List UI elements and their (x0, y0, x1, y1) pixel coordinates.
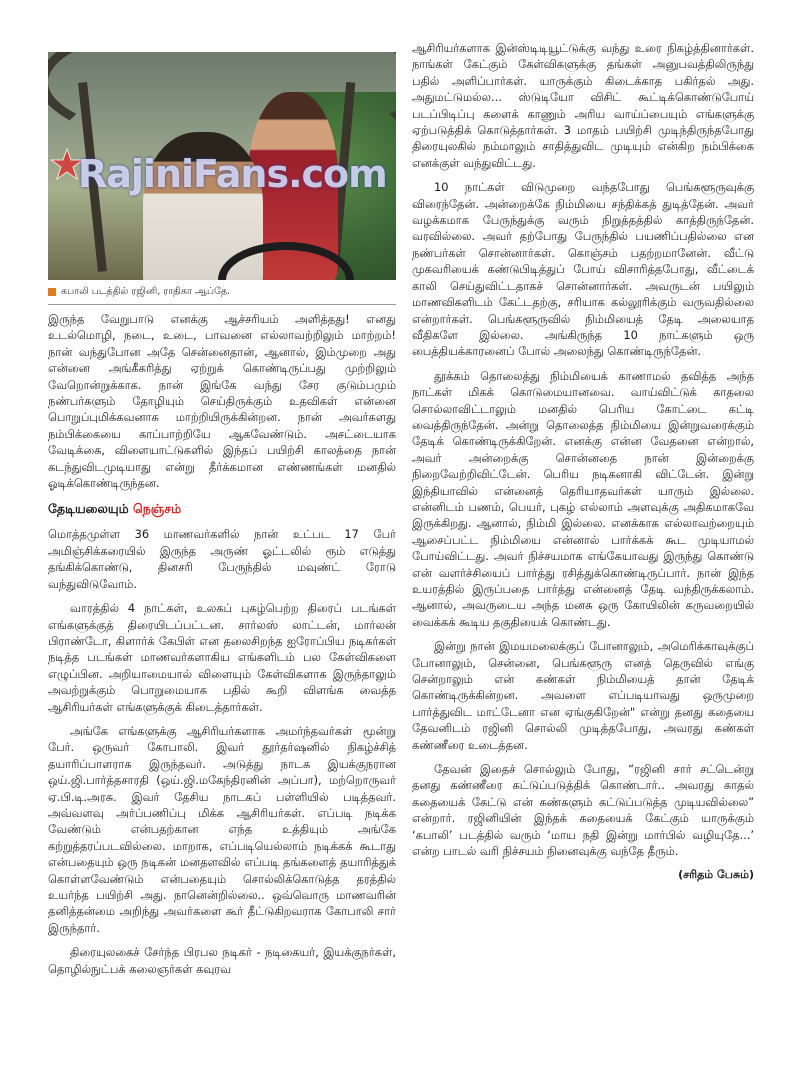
paragraph: ஆசிரியர்களாக இன்ஸ்டிடியூட்டுக்கு வந்து உரை நிகழ்த்தினார்கள். நாங்கள் கேட்கும் கேள்விகளுக்கு தங்கள் அனுபவத்திலிருந்து பதில் அளிப்பார்கள். யாருக்கும் கிடைக்காத பகிர்தல் அது. அதுமட்டுமல்ல... ஸ்டுடியோ விசிட் கூட்டிக்கொண்டுபோய் படப்பிடிப்பு களைக் காணும் அரிய வாய்ப்பையும் எங்களுக்கு ஏற்படுத்திக் கொடுத்தார்கள். 3 மாதம் பயிற்சி முடிந்திருந்தபோது திரையுலகில் நம்மாலும் சாதித்துவிட முடியும் என்கிற நம்பிக்கை எனக்குள் வந்துவிட்டது. (412, 41, 754, 170)
paragraph: இருந்த வேறுபாடு எனக்கு ஆச்சரியம் அளித்தது! எனது உடல்மொழி, நடை, உடை, பாவனை எல்லாவற்றிலும் மாற்றம்! நான் வந்துபோன அதே சென்னைதான், ஆனால், இம்முறை அது என்னை அங்கீகரித்து ஏற்றுக் கொண்டிருப்பது முற்றிலும் வேறொன்றுக்காக. நான் இங்கே வந்து சேர குடும்பமும் நண்பர்களும் தோழியும் செய்திருக்கும் உதவிகள் என்னை பொறுப்புமிக்கவனாக மாற்றியிருக்கின்றன. நான் அவர்களது நம்பிக்கையை காப்பாற்றியே ஆகவேண்டும். அசட்டையாக வேடிக்கை, விளையாட்டுகளில் இந்தப் பயிற்சி காலத்தை நான் கடந்துவிடமுடியாது என்று தீர்க்கமான எண்ணங்கள் மனதில் ஓடிக்கொண்டிருந்தன. (48, 312, 396, 491)
paragraph: தேவன் இதைச் சொல்லும் போது, “ரஜினி சார் சட்டென்று தனது கண்ணீரை கட்டுப்படுத்திக் கொண்டார்.. அவரது காதல் கதையைக் கேட்டு என் கண்களும் கட்டுப்படுத்த முடியவில்லை” என்றார். ரஜினியின் இந்தக் கதையைக் கேட்கும் யாருக்கும் ‘கபாலி’ படத்தில் வரும் ‘மாய நதி இன்று மார்பில் வழியுதே...’ என்ற பாடல் வரி நிச்சயம் நினைவுக்கு வந்தே தீரும். (412, 762, 754, 859)
left-column (48, 52, 396, 985)
caption-text: கபாலி படத்தில் ரஜினி, ராதிகா ஆப்தே. (61, 286, 231, 297)
movie-still-photo (48, 52, 396, 280)
paragraph: இன்று நான் இமயமலைக்குப் போனாலும், அமெரிக்காவுக்குப் போனாலும், சென்னை, பெங்களூரு எனத் தெருவில் எங்கு சென்றாலும் என் கண்கள் நிம்மியைத் தான் தேடிக் கொண்டிருக்கின்றன. அவளை எப்படியாவது ஒருமுறை பார்த்துவிட மாட்டேனா என ஏங்குகிறேன்" என்று தனது கதையை தேவனிடம் ரஜினி சொல்லி முடித்தபோது, அவரது கண்கள் கண்ணீரை உடைத்தன. (412, 639, 754, 752)
continued-note: (சரிதம் பேசும்) (678, 867, 754, 881)
paragraph: அங்கே எங்களுக்கு ஆசிரியர்களாக அமர்ந்தவர்கள் மூன்று பேர். ஒருவர் கோபாலி. இவர் தூர்தர்ஷனில் நிகழ்ச்சித் தயாரிப்பாளராக இருந்தவர். அடுத்து நாடக இயக்குநரான ஒய்.ஜி.பார்த்தசாரதி (ஒய்.ஜி.மகேந்திரனின் அப்பா), மற்றொருவர் ஏ.பி.டி.அரசு. இவர் தேசிய நாடகப் பள்ளியில் படித்தவர். அவ்வளவு அர்ப்பணிப்பு மிக்க ஆசிரியர்கள். எப்படி நடிக்க வேண்டும் என்பதற்கான எந்த உத்தியும் அங்கே கற்றுத்தரப்படவில்லை. மாறாக, எப்படியெல்லாம் நடிக்கக் கூடாது என்பதையும் ஒரு நடிகன் மனதளவில் எப்படி தங்களைத் தயாரித்துக் கொள்ளவேண்டும் என்பதையும் சொல்லிக்கொடுத்த தரத்தில் உயர்ந்த பயிற்சி அது. நானென்றில்லை.. ஒவ்வொரு மாணவரின் தனித்தன்மை அறிந்து அவர்களை கூர் தீட்டுகிறவராக கோபாலி சார் இருந்தார். (48, 723, 396, 935)
paragraph: 10 நாட்கள் விடுமுறை வந்தபோது பெங்களூருவுக்கு விரைந்தேன். அன்றைக்கே நிம்மியை சந்திக்கத் துடித்தேன். அவர் வழக்கமாக பேருந்துக்கு வரும் நிறுத்தத்தில் காத்திருந்தேன். வரவில்லை. அவர் தற்போது பேருந்தில் பயணிப்பதில்லை என நண்பர்கள் சொன்னார்கள். கொஞ்சம் பதற்றமானேன். வீட்டு முகவரியைக் கண்டுபிடித்துப் போய் விசாரித்தபோது, வீட்டைக் காலி செய்துவிட்டதாகச் சொன்னார்கள். அவருடன் பயிலும் மாணவிகளிடம் கேட்டதற்கு, சரியாக கல்லூரிக்கும் வருவதில்லை என்றார்கள். பெங்களூருவில் நிம்மியைத் தேடி அலையாத வீதிகளே இல்லை. அங்கிருந்த 10 நாட்களும் ஒரு பைத்தியக்காரனைப் போல் அலைந்து கொண்டிருந்தேன். (412, 180, 754, 359)
subheading-red: நெஞ்சம் (133, 501, 182, 517)
paragraph: திரையுலகைச் சேர்ந்த பிரபல நடிகர் - நடிகையர், இயக்குநர்கள், தொழில்நுட்பக் கலைஞர்கள் கவுரவ (48, 945, 396, 976)
paragraph: தூக்கம் தொலைத்து நிம்மியைக் காணாமல் தவித்த அந்த நாட்கள் மிகக் கொடுமையானவை. வாய்விட்டுக் காதலை சொல்லாவிட்டாலும் மனதில் பெரிய கோட்டை கட்டி வைத்திருந்தேன். அன்று தொலைத்த நிம்மியை இன்றுவரைக்கும் தேடிக் கொண்டிருக்கிறேன். எனக்கு என்ன வேதனை என்றால், அவர் அன்றைக்கு சொன்னதை நான் இன்றைக்கு நிறைவேற்றிவிட்டேன். பெரிய நடிகனாகி விட்டேன். இன்று இந்தியாவில் என்னைத் தெரியாதவர்கள் யாரும் இல்லை. என்னிடம் பணம், பெயர், புகழ் எல்லாம் அளவுக்கு அதிகமாகவே இருக்கிறது. ஆனால், நிம்மி இல்லை. எனக்காக எல்லாவற்றையும் ஆசைப்பட்ட நிம்மியை என்னால் பார்க்கக் கூட முடியாமல் போய்விட்டது. அவர் நிச்சயமாக எங்கேயாவது இருந்து கொண்டு என் வளர்ச்சியைப் பார்த்து ரசித்துக்கொண்டிருப்பார். நான் இந்த உயரத்தில் இருப்பதை பார்த்து என்னைத் தேடி வந்திருக்கலாம். ஆனால், அவருடைய அந்த மனசு ஒரு கோயிலின் கருவறையில் வைக்கக் கூடிய தகுதியைக் கொண்டது. (412, 368, 754, 629)
caption-divider (48, 304, 396, 305)
subheading-black: தேடியலையும் (48, 501, 129, 517)
paragraph: வாரத்தில் 4 நாட்கள், உலகப் புகழ்பெற்ற திரைப் படங்கள் எங்களுக்குத் திரையிடப்பட்டன. சார்லஸ் லாட்டன், மார்லன் பிராண்டோ, கிளார்க் கேபிள் என தலைசிறந்த ஐரோப்பிய நடிகர்கள் நடித்த படங்கள் மாணவர்களாகிய எங்களிடம் பல கேள்விகளை எழுப்பின. அறியாமையால் விளையும் கேள்விகளாக இருந்தாலும் அவற்றுக்கும் பொறுமையாக பதில் கூறி விளங்க வைத்த ஆசிரியர்கள் எங்களுக்குக் கிடைத்தார்கள். (48, 601, 396, 714)
paragraph: மொத்தமுள்ள 36 மாணவர்களில் நான் உட்பட 17 பேர் அமிஞ்சிக்கரையில் இருந்த அருண் ஓட்டலில் ரூம் எடுத்து தங்கிக்கொண்டு, தினசரி பேருந்தில் மவுண்ட் ரோடு வந்துவிடுவோம். (48, 527, 396, 591)
watermark-text: RajiniFans.com (78, 152, 387, 196)
section-subheading (48, 501, 396, 518)
photo-caption (48, 284, 396, 300)
caption-bullet-icon (48, 288, 56, 296)
right-column (412, 40, 754, 883)
